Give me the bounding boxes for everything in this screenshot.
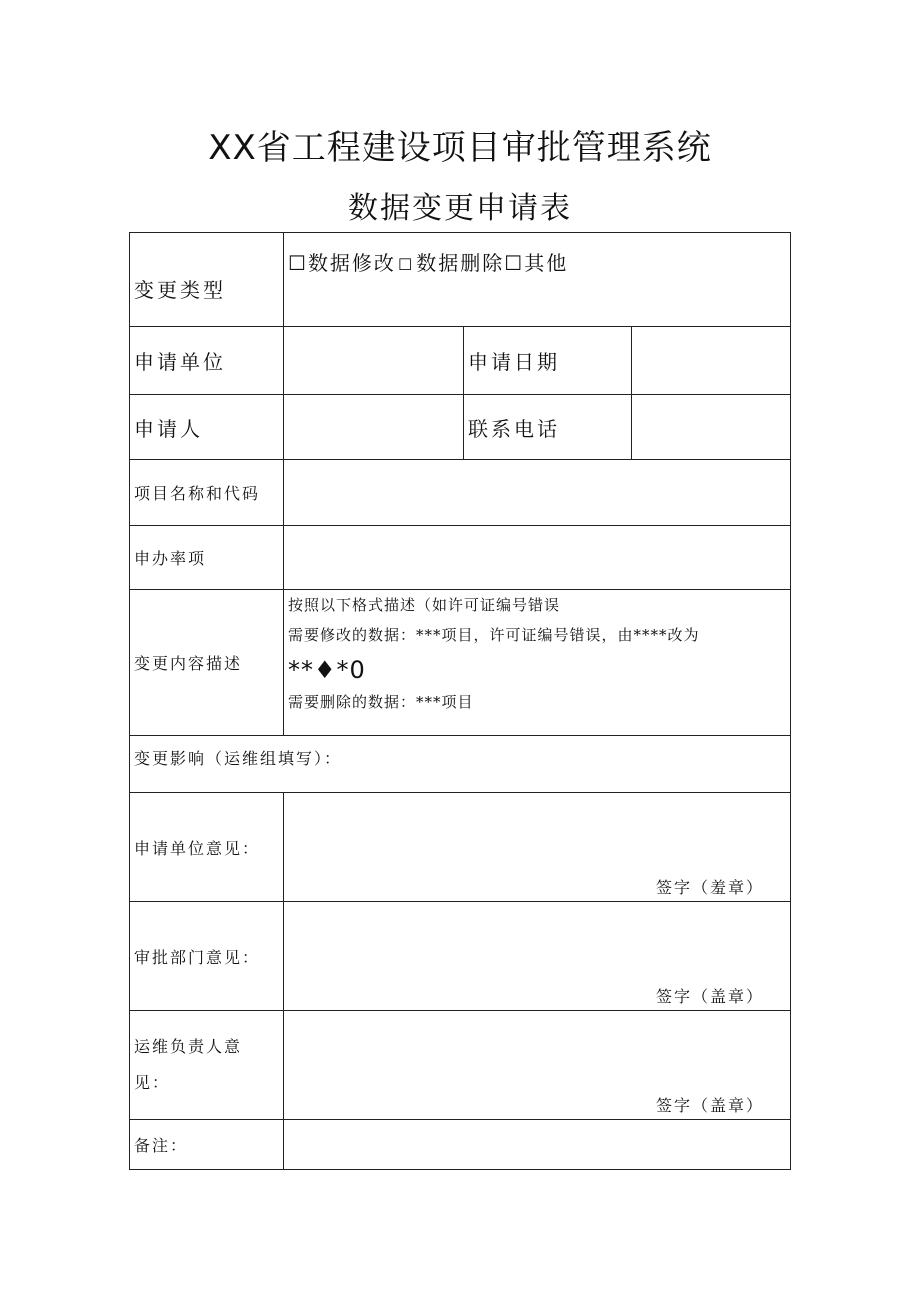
desc-line-code: **♦*0 [288,656,366,684]
change-desc-field[interactable] [284,590,791,736]
option-data-delete: 数据删除 [416,251,505,275]
applicant-unit-field[interactable] [284,327,464,395]
remark-field[interactable] [284,1120,791,1170]
row-dept-opinion [130,902,791,1011]
row-unit-opinion [130,793,791,902]
checkbox-data-modify[interactable]: ☐ [288,251,308,275]
apply-date-field[interactable] [632,327,791,395]
change-type-options [284,233,791,327]
row-impact [130,736,791,793]
ops-opinion-label [130,1011,284,1120]
matter-label: 申办率项 [130,526,284,590]
desc-line-modify: 需要修改的数据：***项目，许可证编号错误，由****改为 [288,626,700,644]
ops-opinion-label-line2: 见： [134,1073,171,1092]
desc-line-format: 按照以下格式描述（如许可证编号错误 [288,596,561,614]
change-request-form [129,232,791,1170]
change-desc-label: 变更内容描述 [130,590,284,736]
remark-label: 备注： [130,1120,284,1170]
matter-field[interactable] [284,526,791,590]
change-type-label: 变更类型 [130,233,284,327]
row-ops-opinion [130,1011,791,1120]
desc-line-delete: 需要删除的数据：***项目 [288,692,474,711]
row-unit-date [130,327,791,395]
unit-opinion-sign: 签字（羞章） [655,878,764,897]
checkbox-other[interactable]: ☐ [504,251,525,275]
apply-date-label: 申请日期 [464,327,632,395]
dept-opinion-sign: 签字（盖章） [655,987,764,1006]
checkbox-data-delete[interactable]: ☐ [397,255,415,274]
applicant-field[interactable] [284,395,464,460]
project-name-code-field[interactable] [284,460,791,526]
applicant-unit-label: 申请单位 [130,327,284,395]
phone-field[interactable] [632,395,791,460]
row-applicant-phone [130,395,791,460]
dept-opinion-field[interactable] [284,902,791,1011]
form-title: XX省工程建设项目审批管理系统 [208,128,712,168]
ops-opinion-sign: 签字（盖章） [655,1096,764,1115]
phone-label: 联系电话 [464,395,632,460]
impact-label: 变更影响（运维组填写）： [134,749,343,768]
unit-opinion-label: 申请单位意见： [130,793,284,902]
applicant-label: 申请人 [130,395,284,460]
option-data-modify: 数据修改 [307,251,396,275]
row-project [130,460,791,526]
row-change-desc [130,590,791,736]
unit-opinion-field[interactable] [284,793,791,902]
ops-opinion-field[interactable] [284,1011,791,1120]
project-name-code-label: 项目名称和代码 [130,460,284,526]
option-other: 其他 [524,251,569,275]
impact-field[interactable] [130,736,791,793]
dept-opinion-label: 审批部门意见： [130,902,284,1011]
form-subtitle: 数据变更申请表 [348,191,572,226]
row-matter [130,526,791,590]
row-change-type [130,233,791,327]
ops-opinion-label-line1: 运维负责人意 [134,1037,243,1056]
row-remark [130,1120,791,1170]
